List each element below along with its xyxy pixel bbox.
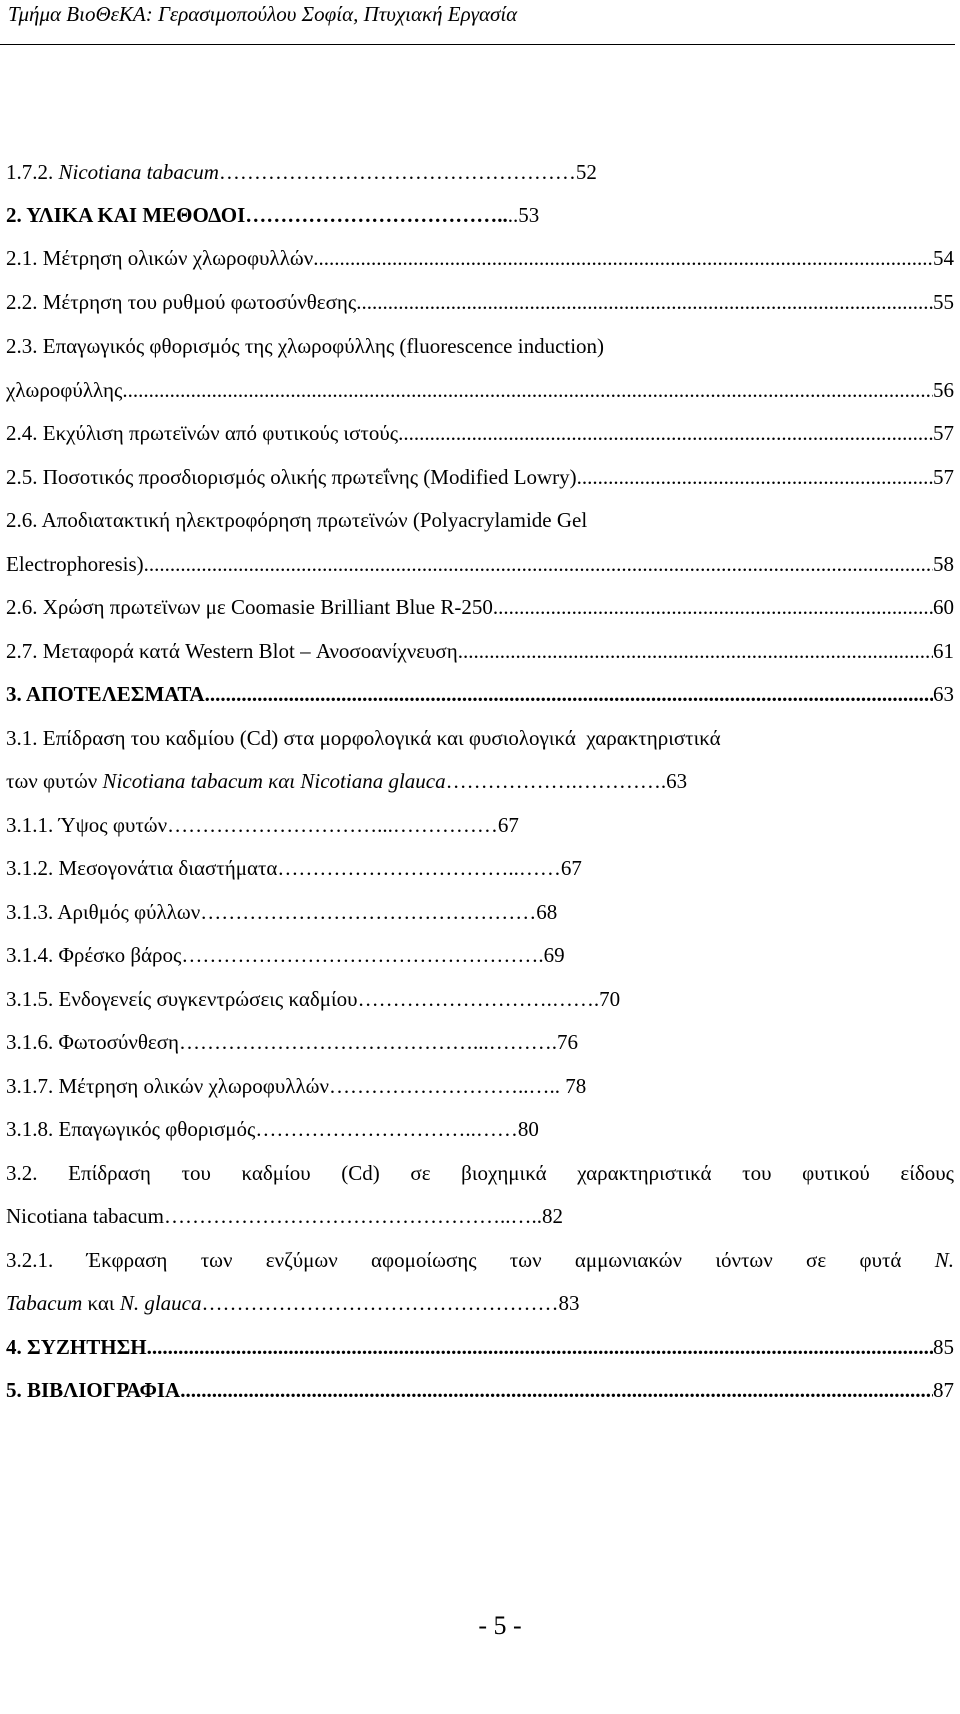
toc-leader: ……………………………..……: [277, 856, 561, 880]
toc-page-number: 85: [933, 1335, 954, 1359]
toc-page-number: 69: [543, 943, 565, 967]
toc-page-number: 61: [933, 639, 954, 663]
toc-page-number: 87: [933, 1378, 954, 1402]
page-footer: [0, 1611, 960, 1641]
toc-entry-label: 3.1. Επίδραση του καδμίου (Cd) στα μορφολογικά και φυσιολογικά χαρακτηριστικά: [6, 726, 721, 750]
toc-page-number: 78: [560, 1074, 587, 1098]
toc-entry-2-1[interactable]: [6, 243, 954, 273]
toc-entry-2-5[interactable]: [6, 462, 954, 492]
toc-page-number: 80: [517, 1117, 539, 1141]
toc-entry-label: 3.2.1. Έκφραση των ενζύμων αφομοίωσης των αμμωνιακών ιόντων σε φυτά: [6, 1248, 935, 1272]
toc-entry-label: 2.3. Επαγωγικός φθορισμός της χλωροφύλλης (fluorescence induction): [6, 334, 605, 358]
toc-entry-3-1-6[interactable]: [6, 1027, 954, 1057]
toc-leader: ……………………………………………: [218, 160, 576, 184]
toc-entry-italic: N.: [934, 1248, 954, 1272]
header-rule: [0, 44, 955, 45]
toc-page-number: 67: [560, 856, 582, 880]
toc-leader: …………………………...……………: [167, 813, 498, 837]
toc-entry-1-7-2[interactable]: [6, 157, 954, 187]
toc-entry-3-1-2[interactable]: [6, 853, 954, 883]
toc-entry-3-2-1-cont[interactable]: [6, 1288, 954, 1318]
toc-entry-label: 3.1.6. Φωτοσύνθεση: [6, 1030, 180, 1054]
toc-page-number: 67: [497, 813, 519, 837]
toc-leader: [356, 287, 933, 317]
page-number: - 5 -: [478, 1611, 522, 1640]
toc-entry-3-1-7[interactable]: [6, 1071, 954, 1101]
toc-leader: [493, 592, 933, 622]
toc-page-number: 83: [558, 1291, 580, 1315]
toc-page-number: 82: [542, 1204, 564, 1228]
toc-leader: ……………………………………………: [201, 1291, 559, 1315]
toc-entry-label: 2.6. Χρώση πρωτεϊνων με Coomasie Brilliant Blue R-250: [6, 595, 493, 619]
toc-entry-label: 4. ΣΥΖΗΤΗΣΗ: [6, 1335, 147, 1359]
toc-leader: [458, 636, 933, 666]
toc-entry-label: 3.1.8. Επαγωγικός φθορισμός: [6, 1117, 256, 1141]
toc-entry-2[interactable]: [6, 200, 954, 230]
toc-leader: [144, 549, 933, 579]
toc-leader: ……………………………………...………: [179, 1030, 552, 1054]
toc-entry-2-3-cont[interactable]: [6, 375, 954, 405]
toc-entry-label: 3.1.7. Μέτρηση ολικών χλωροφυλλών: [6, 1074, 329, 1098]
toc-page-number: 54: [933, 246, 954, 270]
toc-entry-label: 2.6. Αποδιατακτική ηλεκτροφόρηση πρωτεϊνών (Polyacrylamide Gel: [6, 508, 588, 532]
toc-entry-3-1-cont[interactable]: [6, 766, 954, 796]
toc-leader: ……………….…………: [445, 769, 661, 793]
toc-entry-3-1-4[interactable]: [6, 940, 954, 970]
toc-page-number: 55: [933, 290, 954, 314]
toc-entry-3-1[interactable]: [6, 723, 954, 753]
toc-page-number: 57: [933, 421, 954, 445]
toc-entry-2-6-staining[interactable]: [6, 592, 954, 622]
toc-entry-label: 1.7.2.: [6, 160, 59, 184]
toc-entry-label: 3.1.5. Ενδογενείς συγκεντρώσεις καδμίου: [6, 987, 358, 1011]
toc-entry-italic: Tabacum: [6, 1291, 83, 1315]
toc-leader: …………………………………………: [200, 900, 537, 924]
toc-entry-label: 3.1.3. Αριθμός φύλλων: [6, 900, 201, 924]
toc-entry-label: 2.1. Μέτρηση ολικών χλωροφυλλών: [6, 246, 314, 270]
toc-entry-4[interactable]: [6, 1332, 954, 1362]
toc-entry-label: 2.5. Ποσοτικός προσδιορισμός ολικής πρωτεΐνης (Modified Lowry): [6, 465, 577, 489]
toc-entry-italic-2: N. glauca: [119, 1291, 202, 1315]
toc-entry-3[interactable]: [6, 679, 954, 709]
toc-page-number: 63: [933, 682, 954, 706]
toc-entry-2-4[interactable]: [6, 418, 954, 448]
toc-leader: [313, 243, 933, 273]
toc-entry-3-2[interactable]: [6, 1158, 954, 1188]
toc-entry-label: 2. ΥΛΙΚΑ ΚΑΙ ΜΕΘΟΔΟΙ: [6, 203, 246, 227]
toc-page-number: 58: [933, 552, 954, 576]
toc-entry-3-1-8[interactable]: [6, 1114, 954, 1144]
toc-leader: …………………………………………..…..: [164, 1204, 543, 1228]
toc-entry-3-2-cont[interactable]: [6, 1201, 954, 1231]
toc-entry-3-1-5[interactable]: [6, 984, 954, 1014]
toc-entry-label: 3.1.4. Φρέσκο βάρος: [6, 943, 182, 967]
toc-entry-3-2-1[interactable]: [6, 1245, 954, 1275]
toc-entry-label: Nicotiana tabacum: [6, 1204, 165, 1228]
toc-entry-3-1-1[interactable]: [6, 810, 954, 840]
toc-entry-label: 2.7. Μεταφορά κατά Western Blot – Ανοσοανίχνευση: [6, 639, 458, 663]
toc-leader: …………………………..……: [255, 1117, 518, 1141]
toc-page-number: .70: [593, 987, 621, 1011]
toc-leader: [122, 375, 933, 405]
toc-entry-2-6-cont[interactable]: [6, 549, 954, 579]
toc-page-number: ..53: [507, 203, 540, 227]
toc-page-number: 57: [933, 465, 954, 489]
toc-entry-label: 3.1.2. Μεσογονάτια διαστήματα: [6, 856, 278, 880]
toc-leader: ……………………….……: [357, 987, 594, 1011]
toc-entry-italic: Nicotiana tabacum και Nicotiana glauca: [102, 769, 446, 793]
toc-entry-label: 3.1.1. Ύψος φυτών: [6, 813, 168, 837]
toc-entry-label: Electrophoresis): [6, 552, 144, 576]
toc-entry-label: 3.2. Επίδραση του καδμίου (Cd) σε βιοχημικά χαρακτηριστικά του φυτικού είδους: [6, 1161, 954, 1185]
toc-leader: [147, 1332, 933, 1362]
toc-leader: [577, 462, 933, 492]
toc-page-number: 56: [933, 378, 954, 402]
toc-page-number: 60: [933, 595, 954, 619]
toc-entry-2-2[interactable]: [6, 287, 954, 317]
toc-entry-label: 3. ΑΠΟΤΕΛΕΣΜΑΤΑ: [6, 682, 205, 706]
toc-entry-3-1-3[interactable]: [6, 897, 954, 927]
toc-leader: …………………………………………….: [181, 943, 544, 967]
toc-leader: [205, 679, 933, 709]
running-header: Τμήμα ΒιοΘεΚΑ: Γερασιμοπούλου Σοφία, Πτυχιακή Εργασία: [8, 2, 518, 26]
toc-entry-label: 5. ΒΙΒΛΙΟΓΡΑΦΙΑ: [6, 1378, 181, 1402]
toc-leader: ………………………..…..: [329, 1074, 560, 1098]
toc-leader: [398, 418, 933, 448]
toc-entry-label: χλωροφύλλης: [6, 378, 123, 402]
toc-entry-5[interactable]: [6, 1375, 954, 1405]
toc-page-number: .63: [660, 769, 688, 793]
toc-leader: ………………………………..: [245, 203, 508, 227]
toc-leader: [180, 1375, 933, 1405]
toc-entry-2-7[interactable]: [6, 636, 954, 666]
toc-entry-2-6[interactable]: [6, 505, 954, 535]
toc-entry-label: 2.2. Μέτρηση του ρυθμού φωτοσύνθεσης: [6, 290, 357, 314]
toc-entry-label: και: [82, 1291, 120, 1315]
toc-page-number: 52: [575, 160, 597, 184]
toc-entry-2-3[interactable]: [6, 331, 954, 361]
toc-entry-label: των φυτών: [6, 769, 103, 793]
toc-entry-italic: Nicotiana tabacum: [58, 160, 219, 184]
toc-entry-label: 2.4. Εκχύλιση πρωτεϊνών από φυτικούς ιστούς: [6, 421, 399, 445]
toc-page-number: 68: [536, 900, 558, 924]
toc-page-number: .76: [551, 1030, 579, 1054]
